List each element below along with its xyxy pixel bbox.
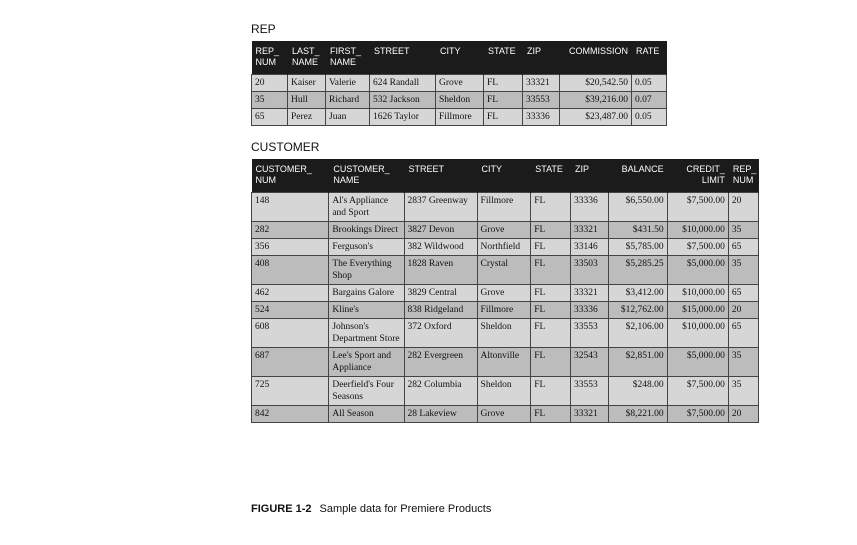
- table-cell: 282 Evergreen: [404, 348, 477, 377]
- table-cell: 356: [252, 239, 329, 256]
- table-cell: FL: [484, 109, 523, 126]
- table-cell: FL: [484, 75, 523, 92]
- col-header-line: STREET: [374, 46, 410, 56]
- col-header-line: BALANCE: [621, 164, 664, 174]
- table-cell: $6,550.00: [608, 193, 667, 222]
- table-cell: $2,106.00: [608, 319, 667, 348]
- table-cell: Ferguson's: [329, 239, 404, 256]
- table-cell: 65: [728, 285, 758, 302]
- table-cell: 148: [252, 193, 329, 222]
- table-cell: 35: [728, 348, 758, 377]
- table-cell: $7,500.00: [667, 193, 728, 222]
- table-cell: FL: [484, 92, 523, 109]
- table-cell: 33336: [570, 193, 608, 222]
- table-row: [252, 222, 759, 239]
- table-cell: 608: [252, 319, 329, 348]
- table-cell: Grove: [477, 406, 531, 423]
- customer-col-header: [608, 159, 667, 193]
- col-header-line: REP_: [732, 164, 757, 174]
- table-cell: FL: [531, 406, 571, 423]
- table-cell: FL: [531, 239, 571, 256]
- table-cell: Northfield: [477, 239, 531, 256]
- table-cell: $20,542.50: [560, 75, 632, 92]
- table-cell: 462: [252, 285, 329, 302]
- col-header-line: ZIP: [527, 46, 542, 56]
- table-cell: Richard: [326, 92, 370, 109]
- table-cell: Grove: [436, 75, 484, 92]
- customer-col-header: [404, 159, 477, 193]
- table-row: [252, 193, 759, 222]
- table-cell: Juan: [326, 109, 370, 126]
- table-cell: 842: [252, 406, 329, 423]
- table-cell: 35: [728, 256, 758, 285]
- table-cell: $5,785.00: [608, 239, 667, 256]
- table-cell: $248.00: [608, 377, 667, 406]
- table-cell: 33321: [523, 75, 560, 92]
- table-cell: $39,216.00: [560, 92, 632, 109]
- table-cell: 3827 Devon: [404, 222, 477, 239]
- table-cell: Fillmore: [477, 302, 531, 319]
- table-cell: $7,500.00: [667, 377, 728, 406]
- rep-col-header: [484, 41, 523, 75]
- col-header-line: RATE: [636, 46, 660, 56]
- table-cell: Johnson's Department Store: [329, 319, 404, 348]
- table-cell: 35: [728, 222, 758, 239]
- col-header-line: FIRST_: [330, 46, 362, 56]
- rep-col-header: [436, 41, 484, 75]
- rep-col-header: [523, 41, 560, 75]
- col-header-line: STATE: [535, 164, 563, 174]
- table-cell: Brookings Direct: [329, 222, 404, 239]
- table-cell: 33336: [570, 302, 608, 319]
- col-header-line: NAME: [330, 57, 357, 67]
- table-cell: 408: [252, 256, 329, 285]
- figure-caption: [251, 503, 491, 515]
- table-cell: 3829 Central: [404, 285, 477, 302]
- table-cell: Sheldon: [477, 377, 531, 406]
- table-cell: Kaiser: [288, 75, 326, 92]
- table-row: [252, 109, 667, 126]
- col-header-line: COMMISSION: [568, 46, 628, 56]
- table-cell: Lee's Sport and Appliance: [329, 348, 404, 377]
- col-header-line: STATE: [488, 46, 516, 56]
- table-cell: $5,000.00: [667, 256, 728, 285]
- figure: [251, 22, 761, 423]
- table-cell: 282 Columbia: [404, 377, 477, 406]
- customer-col-header: [252, 159, 329, 193]
- table-cell: 0.07: [632, 92, 667, 109]
- table-cell: Al's Appliance and Sport: [329, 193, 404, 222]
- table-cell: 282: [252, 222, 329, 239]
- table-cell: 65: [252, 109, 288, 126]
- table-cell: 28 Lakeview: [404, 406, 477, 423]
- table-cell: 33336: [523, 109, 560, 126]
- table-row: [252, 348, 759, 377]
- col-header-line: CREDIT_: [686, 164, 725, 174]
- rep-col-header: [560, 41, 632, 75]
- table-cell: 20: [728, 406, 758, 423]
- table-cell: 35: [728, 377, 758, 406]
- table-cell: Sheldon: [436, 92, 484, 109]
- table-cell: 33321: [570, 285, 608, 302]
- table-row: [252, 285, 759, 302]
- table-cell: FL: [531, 193, 571, 222]
- table-cell: $15,000.00: [667, 302, 728, 319]
- col-header-line: NAME: [292, 57, 319, 67]
- table-cell: Bargains Galore: [329, 285, 404, 302]
- customer-col-header: [728, 159, 758, 193]
- table-cell: 532 Jackson: [370, 92, 436, 109]
- table-cell: Perez: [288, 109, 326, 126]
- table-cell: 2837 Greenway: [404, 193, 477, 222]
- table-row: [252, 302, 759, 319]
- col-header-line: NUM: [255, 57, 276, 67]
- col-header-line: CITY: [481, 164, 503, 174]
- table-cell: Sheldon: [477, 319, 531, 348]
- col-header-line: LIMIT: [701, 175, 725, 185]
- table-cell: 1828 Raven: [404, 256, 477, 285]
- col-header-line: STREET: [408, 164, 445, 174]
- table-cell: $10,000.00: [667, 285, 728, 302]
- col-header-line: CUSTOMER_: [333, 164, 390, 174]
- table-row: [252, 377, 759, 406]
- table-cell: 33146: [570, 239, 608, 256]
- table-cell: $23,487.00: [560, 109, 632, 126]
- table-cell: 65: [728, 239, 758, 256]
- table-cell: FL: [531, 348, 571, 377]
- figure-label: FIGURE 1-2: [251, 503, 312, 515]
- table-cell: $10,000.00: [667, 222, 728, 239]
- table-cell: 372 Oxford: [404, 319, 477, 348]
- table-cell: 33503: [570, 256, 608, 285]
- table-cell: 33553: [570, 319, 608, 348]
- table-cell: $431.50: [608, 222, 667, 239]
- table-cell: 65: [728, 319, 758, 348]
- rep-col-header: [252, 41, 288, 75]
- col-header-line: REP_: [255, 46, 280, 56]
- table-cell: 725: [252, 377, 329, 406]
- table-row: [252, 319, 759, 348]
- col-header-line: LAST_: [292, 46, 320, 56]
- table-cell: 32543: [570, 348, 608, 377]
- table-cell: $7,500.00: [667, 239, 728, 256]
- table-cell: FL: [531, 377, 571, 406]
- table-cell: Hull: [288, 92, 326, 109]
- rep-table: [251, 41, 667, 126]
- table-row: [252, 239, 759, 256]
- col-header-line: CUSTOMER_: [255, 164, 312, 174]
- table-row: [252, 92, 667, 109]
- figure-caption-text: Sample data for Premiere Products: [319, 503, 492, 515]
- customer-col-header: [477, 159, 531, 193]
- table-cell: Grove: [477, 222, 531, 239]
- col-header-line: NUM: [732, 175, 754, 185]
- rep-table-title: REP: [251, 22, 276, 36]
- table-cell: 524: [252, 302, 329, 319]
- table-cell: 20: [728, 302, 758, 319]
- table-cell: FL: [531, 256, 571, 285]
- table-cell: 20: [728, 193, 758, 222]
- table-cell: 838 Ridgeland: [404, 302, 477, 319]
- table-row: [252, 75, 667, 92]
- table-cell: 33553: [570, 377, 608, 406]
- table-cell: 687: [252, 348, 329, 377]
- table-cell: $8,221.00: [608, 406, 667, 423]
- rep-col-header: [326, 41, 370, 75]
- table-cell: 33553: [523, 92, 560, 109]
- table-cell: 33321: [570, 406, 608, 423]
- table-row: [252, 256, 759, 285]
- table-cell: FL: [531, 319, 571, 348]
- table-cell: 33321: [570, 222, 608, 239]
- table-cell: 35: [252, 92, 288, 109]
- table-cell: FL: [531, 222, 571, 239]
- rep-header-row: [252, 41, 667, 75]
- table-cell: Valerie: [326, 75, 370, 92]
- customer-col-header: [667, 159, 728, 193]
- table-cell: $5,000.00: [667, 348, 728, 377]
- table-cell: $5,285.25: [608, 256, 667, 285]
- table-cell: $2,851.00: [608, 348, 667, 377]
- table-cell: 20: [252, 75, 288, 92]
- col-header-line: ZIP: [574, 164, 589, 174]
- table-cell: Deerfield's Four Seasons: [329, 377, 404, 406]
- table-cell: $10,000.00: [667, 319, 728, 348]
- table-cell: $7,500.00: [667, 406, 728, 423]
- table-cell: 624 Randall: [370, 75, 436, 92]
- table-cell: $12,762.00: [608, 302, 667, 319]
- table-cell: Kline's: [329, 302, 404, 319]
- rep-col-header: [632, 41, 667, 75]
- customer-col-header: [531, 159, 571, 193]
- table-cell: 1626 Taylor: [370, 109, 436, 126]
- rep-col-header: [288, 41, 326, 75]
- table-cell: FL: [531, 302, 571, 319]
- customer-header-row: [252, 159, 759, 193]
- table-cell: Fillmore: [477, 193, 531, 222]
- table-cell: All Season: [329, 406, 404, 423]
- customer-col-header: [329, 159, 404, 193]
- table-cell: 382 Wildwood: [404, 239, 477, 256]
- rep-col-header: [370, 41, 436, 75]
- table-cell: 0.05: [632, 75, 667, 92]
- col-header-line: CITY: [440, 46, 461, 56]
- customer-table: [251, 159, 759, 423]
- table-cell: Altonville: [477, 348, 531, 377]
- table-cell: The Everything Shop: [329, 256, 404, 285]
- table-cell: Grove: [477, 285, 531, 302]
- table-cell: Fillmore: [436, 109, 484, 126]
- customer-col-header: [570, 159, 608, 193]
- table-cell: Crystal: [477, 256, 531, 285]
- table-cell: FL: [531, 285, 571, 302]
- table-row: [252, 406, 759, 423]
- table-cell: $3,412.00: [608, 285, 667, 302]
- col-header-line: NUM: [255, 175, 276, 185]
- customer-table-title: CUSTOMER: [251, 140, 320, 154]
- table-cell: 0.05: [632, 109, 667, 126]
- col-header-line: NAME: [333, 175, 360, 185]
